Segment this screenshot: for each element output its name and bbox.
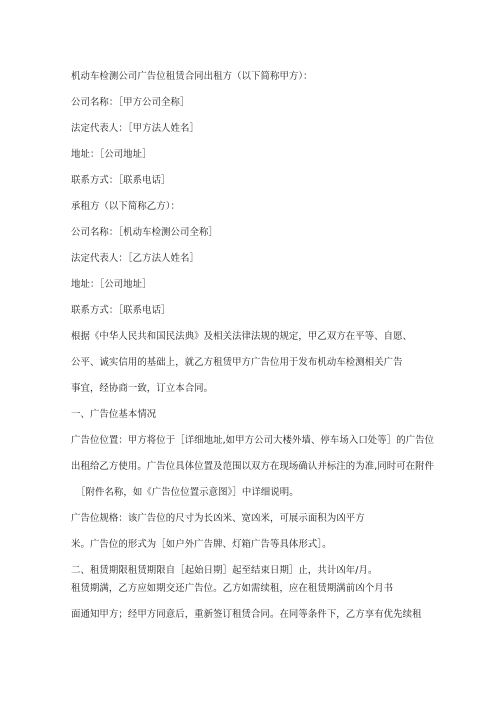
lessor-legal-representative: 法定代表人：［甲方法人姓名］ — [71, 123, 199, 134]
preamble-line: 事宜，经协商一致，订立本合同。 — [71, 383, 214, 394]
preamble-line: 公平、诚实信用的基础上，就乙方租赁甲方广告位用于发布机动车检测相关广告 — [71, 357, 403, 368]
section-2-line: 面通知甲方；经甲方同意后，重新签订租赁合同。在同等条件下，乙方享有优先续租 — [71, 609, 422, 620]
section-1-spec-line: 广告位规格：该广告位的尺寸为长凶米、宽凶米，可展示面积为凶平方 — [71, 513, 365, 524]
section-1-line: ［附件名称，如《广告位位置示意图》］中详细说明。 — [76, 487, 299, 498]
section-1-line: 广告位位置：甲方将位于［详细地址,如甲方公司大楼外墙、停车场入口处等］的广告位 — [71, 435, 435, 446]
lessor-contact: 联系方式：［联系电话］ — [71, 175, 171, 186]
lessee-company-name: 公司名称：［机动车检测公司全称］ — [71, 227, 218, 238]
section-1-spec-line: 米。广告位的形式为［如户外广告牌、灯箱广告等具体形式］。 — [71, 539, 332, 550]
contract-title-line: 机动车检测公司广告位租赁合同出租方（以下简称甲方）： — [71, 71, 313, 82]
section-heading-1: 一、广告位基本情况 — [71, 409, 157, 420]
section-2-line: 租赁期满，乙方应如期交还广告位。乙方如需续租，应在租赁期满前凶个月书 — [71, 583, 394, 594]
lessee-contact: 联系方式：［联系电话］ — [71, 305, 171, 316]
lessee-legal-representative: 法定代表人：［乙方法人姓名］ — [71, 253, 199, 264]
lessor-company-name: 公司名称：［甲方公司全称］ — [71, 97, 190, 108]
lessor-address: 地址：［公司地址］ — [71, 149, 152, 160]
section-heading-2: 二、租赁期限租赁期限自［起始日期］起至结束日期］止，共计凶年/月。 — [71, 565, 378, 576]
lessee-heading: 承租方（以下简称乙方）： — [71, 201, 181, 212]
lessee-address: 地址：［公司地址］ — [71, 279, 152, 290]
preamble-line: 根据《中华人民共和国民法典》及相关法律法规的规定，甲乙双方在平等、自愿、 — [71, 331, 413, 342]
section-1-line: 出租给乙方使用。广告位具体位置及范围以双方在现场确认并标注的为准,同时可在附件 — [71, 461, 435, 472]
